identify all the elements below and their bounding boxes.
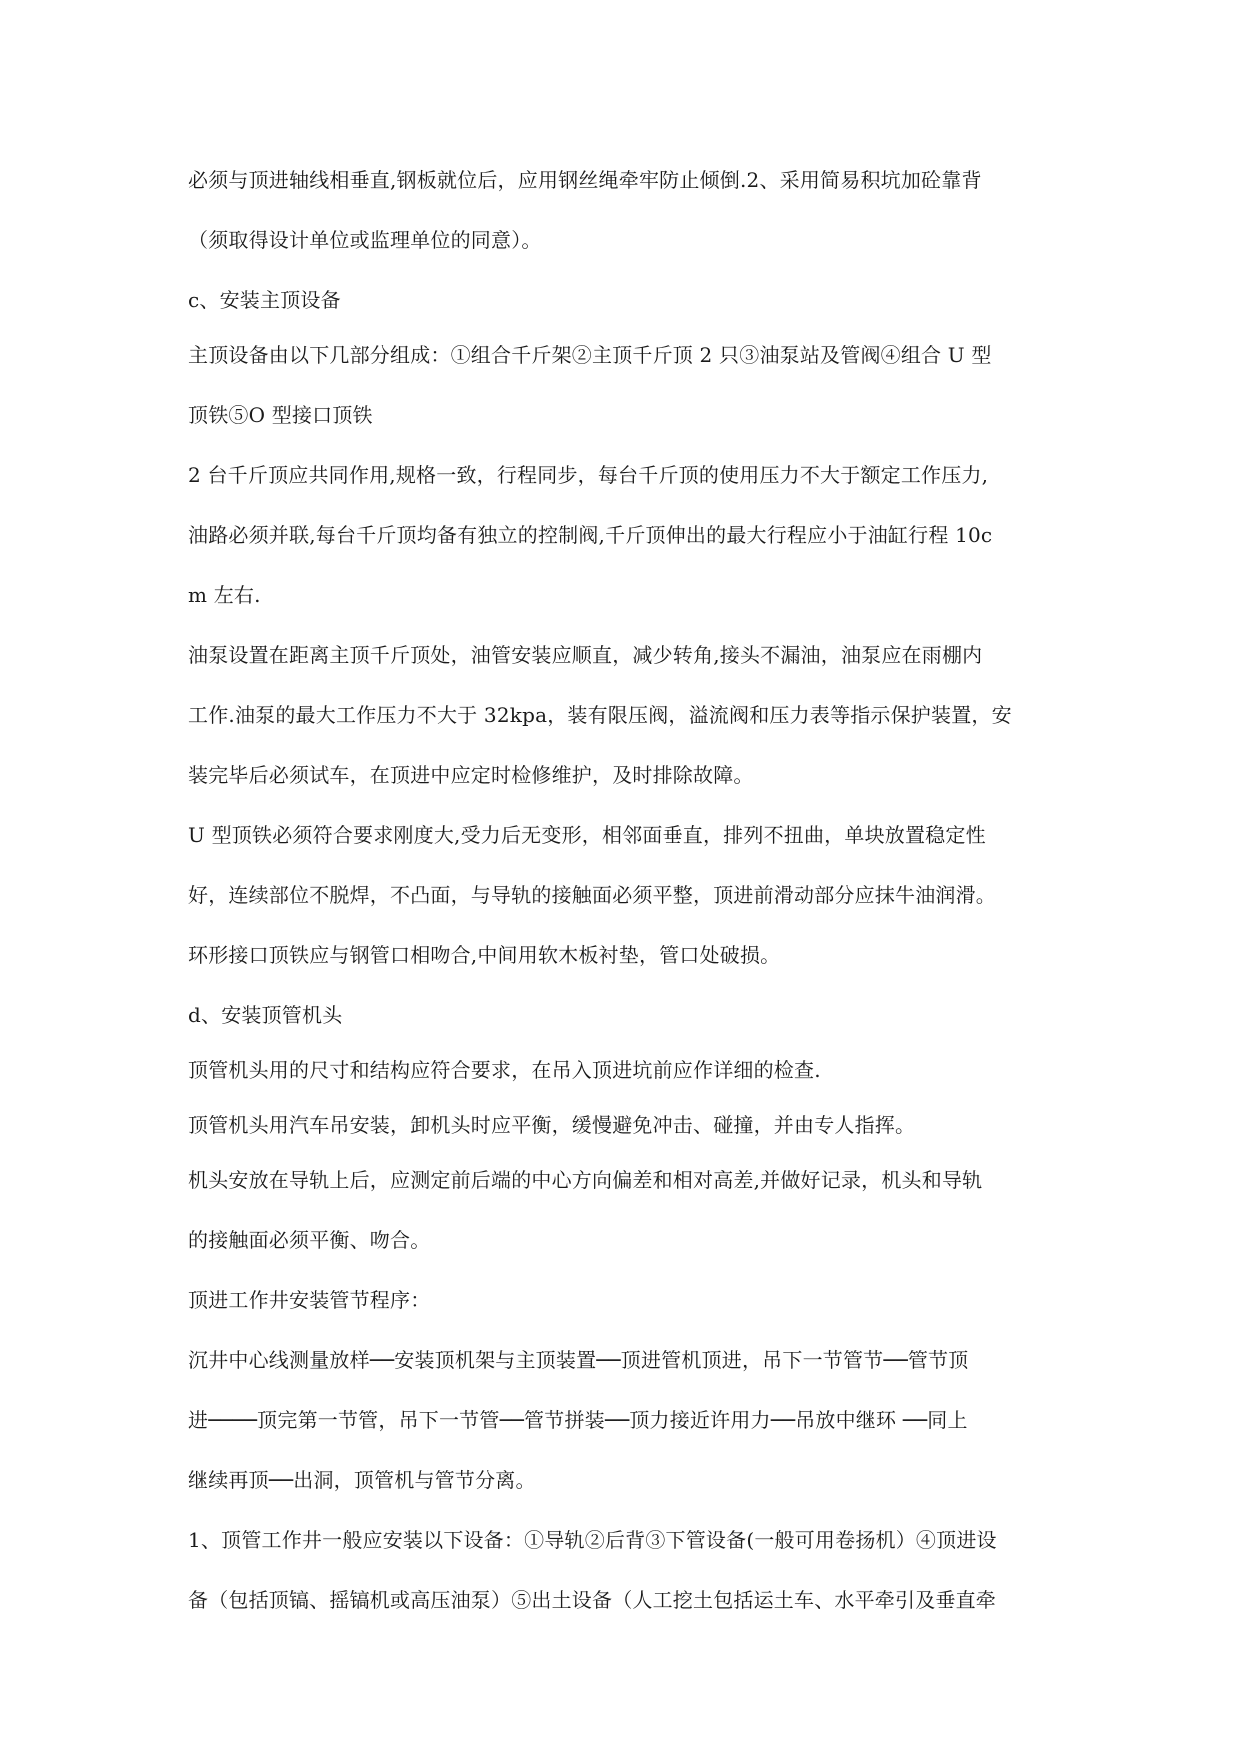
text-line-4: 主顶设备由以下几部分组成：①组合千斤架②主顶千斤顶 2 只③油泵站及管阀④组合 U 型 (188, 343, 992, 367)
text-line-1: 必须与顶进轴线相垂直,钢板就位后，应用钢丝绳牵牢防止倾倒.2、采用简易积坑加砼靠背 (188, 168, 982, 192)
section-heading-c: c、安装主顶设备 (188, 288, 341, 312)
text-line-23: 继续再顶──出洞，顶管机与管节分离。 (188, 1468, 536, 1492)
document-body (188, 155, 1053, 1635)
text-line-6: 2 台千斤顶应共同作用,规格一致，行程同步，每台千斤顶的使用压力不大于额定工作压力, (188, 463, 989, 487)
section-heading-d: d、安装顶管机头 (188, 1003, 343, 1027)
text-line-22: 进────顶完第一节管，吊下一节管──管节拼装──顶力接近许用力──吊放中继环 ──同上 (188, 1408, 968, 1432)
text-line-21: 沉井中心线测量放样──安装顶机架与主顶装置──顶进管机顶进，吊下一节管节──管节顶 (188, 1348, 969, 1372)
text-line-11: 装完毕后必须试车，在顶进中应定时检修维护，及时排除故障。 (188, 763, 754, 787)
text-line-24: 1、顶管工作井一般应安装以下设备：①导轨②后背③下管设备(一般可用卷扬机）④顶进设 (188, 1528, 997, 1552)
text-line-2: （须取得设计单位或监理单位的同意）。 (188, 228, 542, 252)
text-line-14: 环形接口顶铁应与钢管口相吻合,中间用软木板衬垫，管口处破损。 (188, 943, 781, 967)
text-line-13: 好，连续部位不脱焊，不凸面，与导轨的接触面必须平整，顶进前滑动部分应抹牛油润滑。 (188, 883, 996, 907)
text-line-25: 备（包括顶镐、摇镐机或高压油泵）⑤出土设备（人工挖土包括运土车、水平牵引及垂直牵 (188, 1588, 996, 1612)
text-line-19: 的接触面必须平衡、吻合。 (188, 1228, 431, 1252)
text-line-8: m 左右. (188, 583, 261, 607)
text-line-18: 机头安放在导轨上后，应测定前后端的中心方向偏差和相对高差,并做好记录，机头和导轨 (188, 1168, 983, 1192)
text-line-20: 顶进工作井安装管节程序： (188, 1288, 431, 1312)
text-line-9: 油泵设置在距离主顶千斤顶处，油管安装应顺直，减少转角,接头不漏油，油泵应在雨棚内 (188, 643, 983, 667)
text-line-12: U 型顶铁必须符合要求刚度大,受力后无变形，相邻面垂直，排列不扭曲，单块放置稳定性 (188, 823, 986, 847)
text-line-17: 顶管机头用汽车吊安装，卸机头时应平衡，缓慢避免冲击、碰撞，并由专人指挥。 (188, 1113, 916, 1137)
text-line-10: 工作.油泵的最大工作压力不大于 32kpa，装有限压阀，溢流阀和压力表等指示保护装置，安 (188, 703, 1012, 727)
text-line-7: 油路必须并联,每台千斤顶均备有独立的控制阀,千斤顶伸出的最大行程应小于油缸行程 10c (188, 523, 993, 547)
text-line-5: 顶铁⑤O 型接口顶铁 (188, 403, 373, 427)
text-line-16: 顶管机头用的尺寸和结构应符合要求，在吊入顶进坑前应作详细的检查. (188, 1058, 821, 1082)
